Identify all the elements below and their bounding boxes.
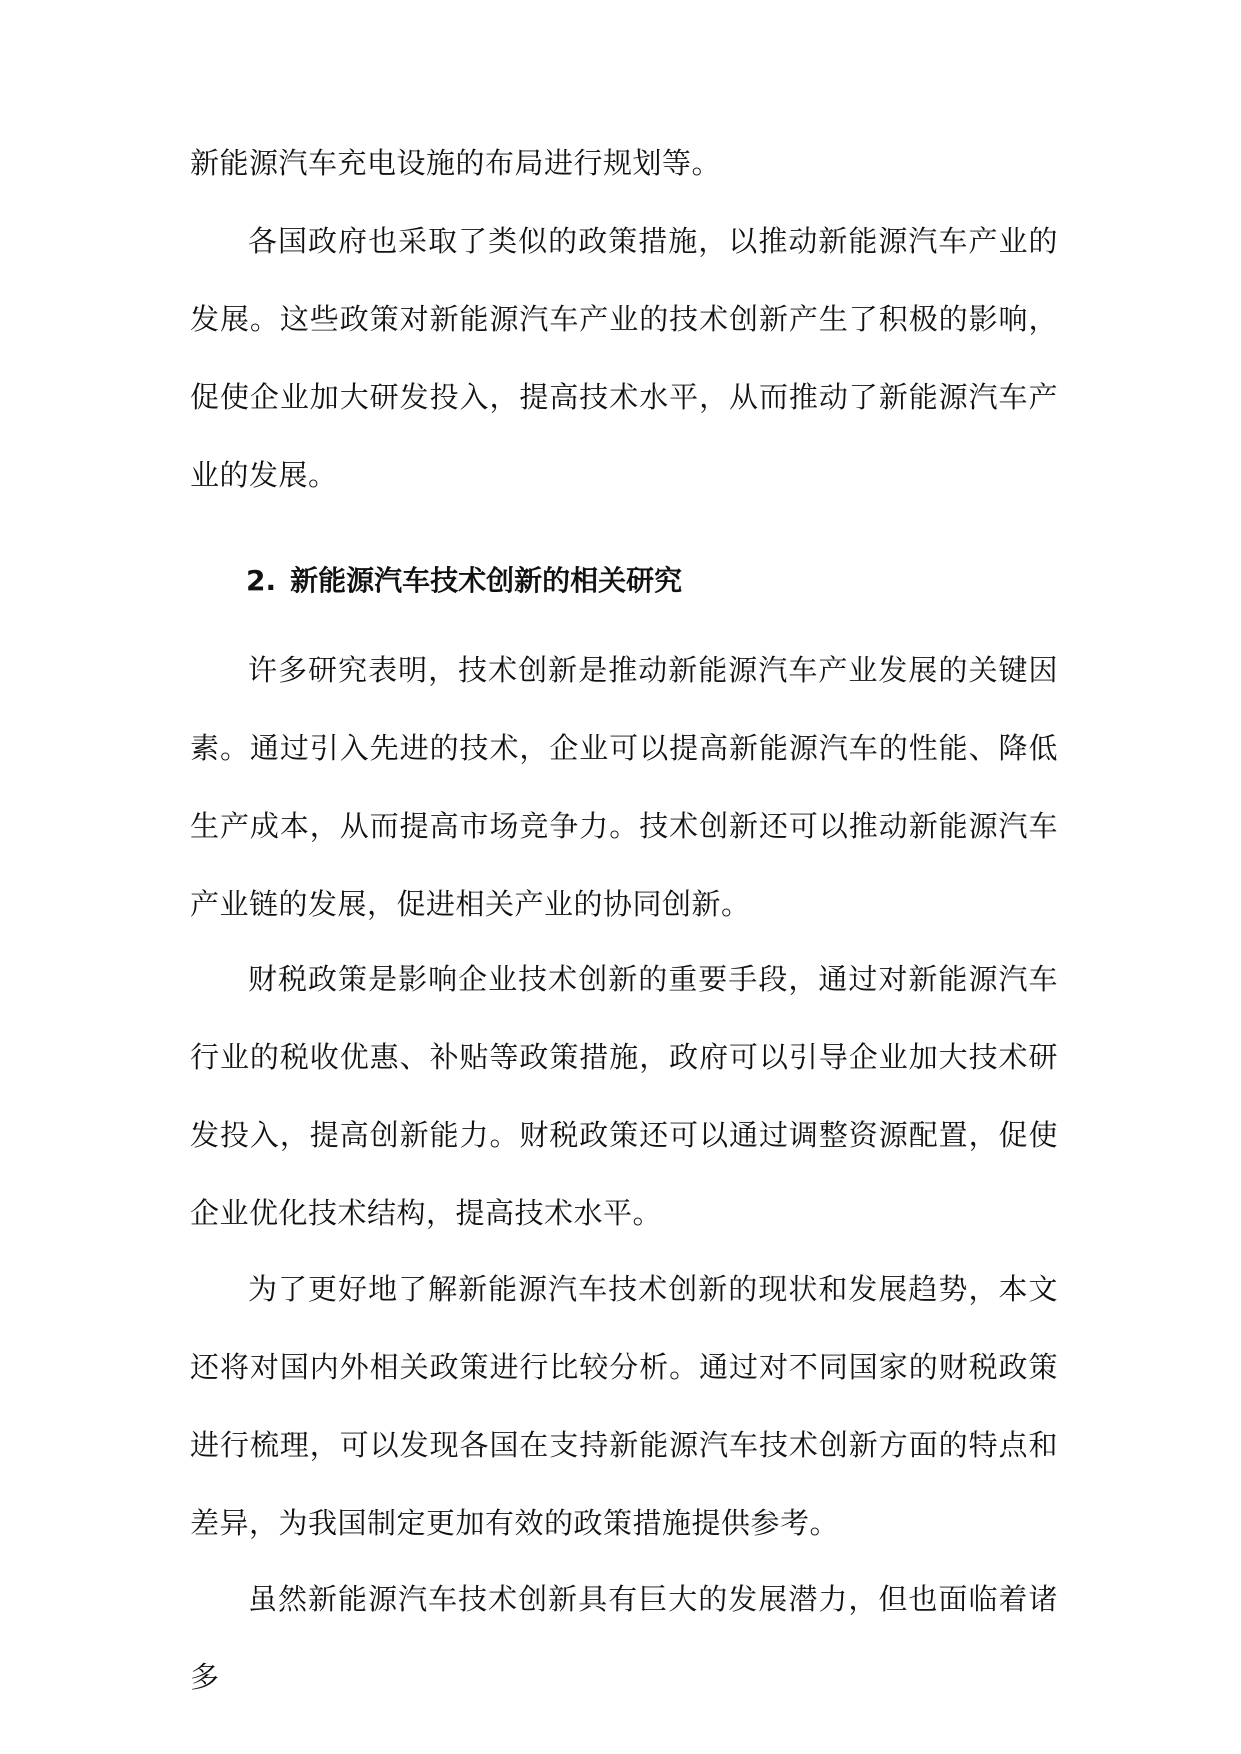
paragraph-comparative-analysis: 为了更好地了解新能源汽车技术创新的现状和发展趋势，本文还将对国内外相关政策进行比较分析。通过对不同国家的财税政策进行梳理，可以发现各国在支持新能源汽车技术创新方面的特点和差异，为我国制定更加有效的政策措施提供参考。 xyxy=(190,1272,1058,1540)
paragraph-tech-innovation: 许多研究表明，技术创新是推动新能源汽车产业发展的关键因素。通过引入先进的技术，企业可以提高新能源汽车的性能、降低生产成本，从而提高市场竞争力。技术创新还可以推动新能源汽车产业链的发展，促进相关产业的协同创新。 xyxy=(190,653,1058,921)
section-heading xyxy=(246,561,1046,601)
paragraph-challenges: 虽然新能源汽车技术创新具有巨大的发展潜力，但也面临着诸多 xyxy=(190,1582,1058,1694)
paragraph-fiscal-policy: 财税政策是影响企业技术创新的重要手段，通过对新能源汽车行业的税收优惠、补贴等政策措施，政府可以引导企业加大技术研发投入，提高创新能力。财税政策还可以通过调整资源配置，促使企业优化技术结构，提高技术水平。 xyxy=(190,962,1058,1230)
paragraph-continuation: 新能源汽车充电设施的布局进行规划等。 xyxy=(190,146,722,180)
section-number: 2. xyxy=(246,564,277,597)
paragraph-policy-effects: 各国政府也采取了类似的政策措施，以推动新能源汽车产业的发展。这些政策对新能源汽车产业的技术创新产生了积极的影响，促使企业加大研发投入，提高技术水平，从而推动了新能源汽车产业的发展。 xyxy=(190,224,1058,492)
section-title: 新能源汽车技术创新的相关研究 xyxy=(290,564,683,597)
